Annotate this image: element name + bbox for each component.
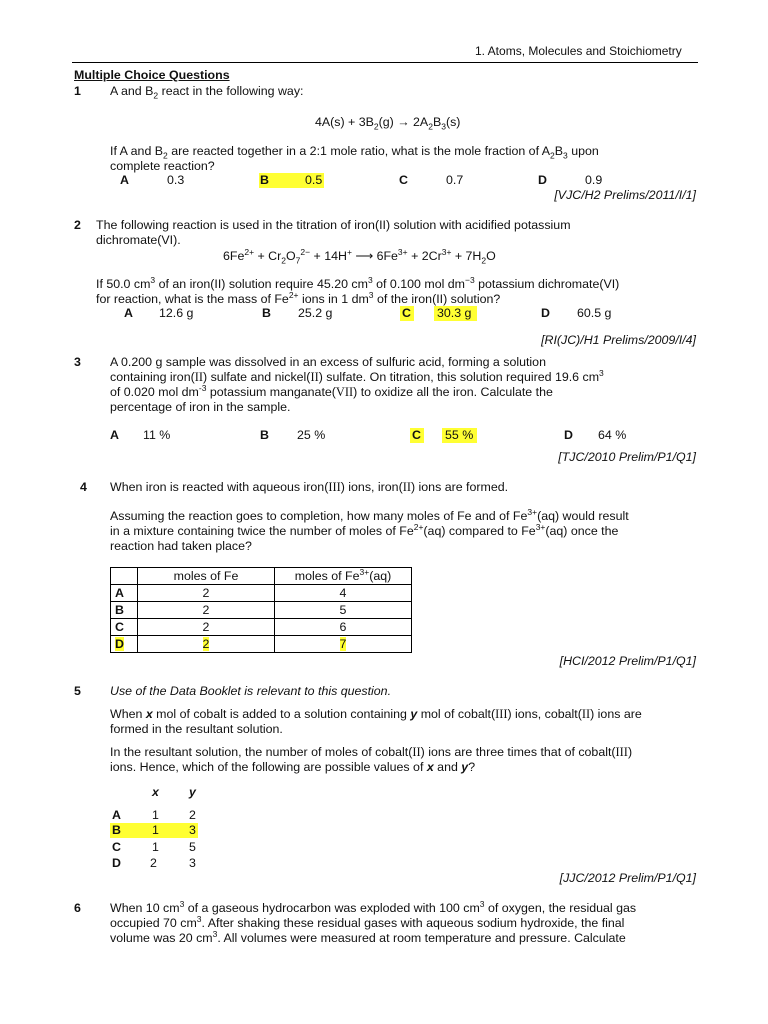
q5-paragraph-2: In the resultant solution, the number of moles of cobalt(II) ions are three times that of cobalt(III) ions. Hence, which of the following are possible values of x and y? xyxy=(110,745,633,774)
q2-equation: $6Fe^{2+} + Cr_2O_7^{2-} + 14H^+$ ⟶ $6Fe^{3+} + 2Cr^{3+} + 7H_2O$ xyxy=(223,246,496,266)
row-label: D xyxy=(115,637,124,651)
q2-option-b-value: 25.2 g xyxy=(298,306,333,320)
q2-option-a-label[interactable]: A xyxy=(124,306,133,320)
q3-option-a-value: 11 % xyxy=(143,428,171,442)
q1-option-c-value: 0.7 xyxy=(446,173,464,187)
q3-option-b-value: 25 % xyxy=(297,428,326,442)
q2-option-a-value: 12.6 g xyxy=(159,306,194,320)
q1-options xyxy=(0,173,768,189)
q1-option-a-label[interactable]: A xyxy=(120,173,129,187)
q3-option-a-label[interactable]: A xyxy=(110,428,119,442)
q5-option-c-y: 5 xyxy=(189,840,196,854)
q1-option-d-value: 0.9 xyxy=(585,173,603,187)
row-fe: 2 xyxy=(138,585,275,602)
row-label: C xyxy=(111,619,138,636)
q5-paragraph-1: When x mol of cobalt is added to a solution containing y mol of cobalt(III) ions, cobalt(II) ions are formed in the resultant solution. xyxy=(110,707,642,736)
column-x-header: x xyxy=(152,785,159,799)
question-number-3: 3 xyxy=(74,355,81,369)
q3-options xyxy=(0,428,768,444)
q6-question: When 10 $cm^3$ of a gaseous hydrocarbon was exploded with 100 $cm^3$ of oxygen, the residual gas occupied 70 $cm^3$. After shaking these residual gases with aqueous sodium hydroxide, the final volume was 20 $cm^3$. All volumes were measured at room temperature and pressure. Calculate xyxy=(110,898,637,945)
table-row-answer[interactable] xyxy=(111,636,412,653)
q1-question: If A and $B_2$ are reacted together in a 2:1 mole ratio, what is the mole fraction of $A_2B_3$ upon complete reaction? xyxy=(110,144,599,173)
table-row[interactable] xyxy=(111,585,412,602)
table-row[interactable] xyxy=(111,619,412,636)
q2-option-b-label[interactable]: B xyxy=(262,306,271,320)
q1-equation: $4A(s) + 3B_2(g) \to 2A_2B_3(s)$ xyxy=(315,115,461,132)
q5-option-d-label[interactable]: D xyxy=(112,856,121,870)
row-fe3: 4 xyxy=(275,585,412,602)
row-fe: 2 xyxy=(138,619,275,636)
q2-source-ref: [RI(JC)/H1 Prelims/2009/I/4] xyxy=(541,333,696,347)
q4-source-ref: [HCI/2012 Prelim/P1/Q1] xyxy=(559,654,696,668)
row-fe: 2 xyxy=(138,602,275,619)
q2-option-c-value: 30.3 g xyxy=(437,306,472,320)
row-fe3: 6 xyxy=(275,619,412,636)
table-header-moles-fe3: moles of $Fe^{3+}(aq)$ xyxy=(275,568,412,585)
q1-option-a-value: 0.3 xyxy=(167,173,185,187)
q5-source-ref: [JJC/2012 Prelim/P1/Q1] xyxy=(559,871,696,885)
q5-option-a-y: 2 xyxy=(189,808,196,822)
q4-question: Assuming the reaction goes to completion, how many moles of Fe and of $Fe^{3+}(aq)$ would result in a mixture containing twice the number of moles of $Fe^{2+}(aq)$ compared to $Fe^{3+}(aq)$ once the reaction had taken place? xyxy=(110,506,629,553)
running-header: 1. Atoms, Molecules and Stoichiometry xyxy=(475,44,682,58)
q2-intro: The following reaction is used in the titration of iron(II) solution with acidified potassium dichromate(VI). xyxy=(96,218,571,247)
q1-option-b-label[interactable]: B xyxy=(260,173,269,187)
q2-question: If 50.0 $cm^3$ of an iron(II) solution require 45.20 $cm^3$ of 0.100 mol $dm^{-3}$ potassium dichromate(VI) for reaction, what is the mass of $Fe^{2+}$ ions in 1 $dm^3$ of the iron(II) solution? xyxy=(96,274,620,306)
q3-option-c-value: 55 % xyxy=(445,428,474,442)
q1-option-b-value: 0.5 xyxy=(305,173,323,187)
question-number-1: 1 xyxy=(74,84,81,98)
question-number-6: 6 xyxy=(74,901,81,915)
q3-option-c-label[interactable]: C xyxy=(412,428,421,442)
row-label: B xyxy=(111,602,138,619)
row-fe: 2 xyxy=(202,637,210,651)
q3-option-d-label[interactable]: D xyxy=(564,428,573,442)
q5-option-c-label[interactable]: C xyxy=(112,840,121,854)
table-row[interactable] xyxy=(111,602,412,619)
column-y-header: y xyxy=(189,785,196,799)
q5-option-a-x: 1 xyxy=(152,808,159,822)
q5-options-list xyxy=(110,785,210,875)
q2-option-c-label[interactable]: C xyxy=(402,306,411,320)
q5-option-b-y: 3 xyxy=(189,823,196,837)
q2-option-d-value: 60.5 g xyxy=(577,306,612,320)
q5-option-b-label[interactable]: B xyxy=(112,823,121,837)
q5-option-b-x: 1 xyxy=(152,823,159,837)
q5-option-a-label[interactable]: A xyxy=(112,808,121,822)
q5-option-d-y: 3 xyxy=(189,856,196,870)
q5-option-d-x: 2 xyxy=(150,856,157,870)
q5-option-c-x: 1 xyxy=(152,840,159,854)
q1-option-c-label[interactable]: C xyxy=(399,173,408,187)
q3-question: A 0.200 g sample was dissolved in an excess of sulfuric acid, forming a solution containing iron(II) sulfate and nickel(II) sulfate. On titration, this solution required 19.6 $cm^3$ of 0.020 mol $dm^{-3}$ potassium manganate(VII) to oxidize all the iron. Calculate the percentage of iron in the sample. xyxy=(110,355,604,414)
section-title: Multiple Choice Questions xyxy=(74,68,230,82)
q1-option-d-label[interactable]: D xyxy=(538,173,547,187)
row-fe3: 5 xyxy=(275,602,412,619)
header-rule xyxy=(72,62,698,63)
question-number-5: 5 xyxy=(74,684,81,698)
table-header-row xyxy=(111,568,412,585)
q2-option-d-label[interactable]: D xyxy=(541,306,550,320)
row-label: A xyxy=(111,585,138,602)
q1-intro: A and $B_2$ react in the following way: xyxy=(110,84,304,101)
question-number-4: 4 xyxy=(80,480,87,494)
q3-option-b-label[interactable]: B xyxy=(260,428,269,442)
question-number-2: 2 xyxy=(74,218,81,232)
row-fe3: 7 xyxy=(339,637,347,651)
table-header-blank xyxy=(111,568,138,585)
q4-intro: When iron is reacted with aqueous iron(III) ions, iron(II) ions are formed. xyxy=(110,480,509,494)
q2-options xyxy=(0,306,768,322)
q3-source-ref: [TJC/2010 Prelim/P1/Q1] xyxy=(558,450,696,464)
q4-options-table xyxy=(110,567,412,653)
q3-option-d-value: 64 % xyxy=(598,428,627,442)
q5-note: Use of the Data Booklet is relevant to this question. xyxy=(110,684,392,698)
table-header-moles-fe: moles of Fe xyxy=(138,568,275,585)
q1-source-ref: [VJC/H2 Prelims/2011/I/1] xyxy=(554,188,696,202)
